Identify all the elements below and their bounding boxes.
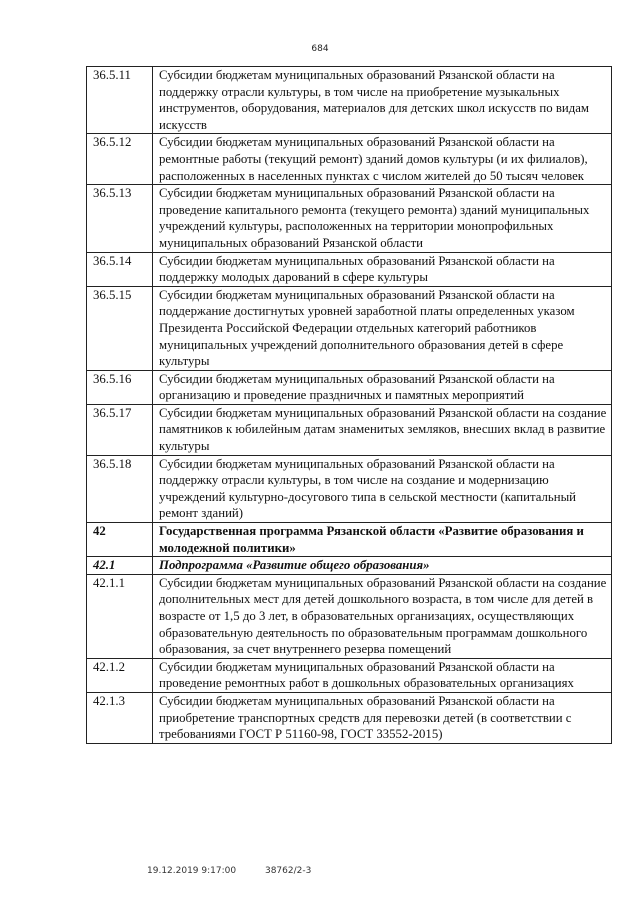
row-description: Подпрограмма «Развитие общего образования» bbox=[153, 557, 612, 575]
footer-timestamp: 19.12.2019 9:17:00 bbox=[147, 866, 237, 876]
row-code: 42 bbox=[87, 523, 153, 557]
row-code: 42.1 bbox=[87, 557, 153, 575]
table-row bbox=[87, 67, 612, 134]
table-row bbox=[87, 252, 612, 286]
row-code: 36.5.15 bbox=[87, 286, 153, 370]
table-row bbox=[87, 370, 612, 404]
footer bbox=[147, 866, 337, 876]
row-description: Субсидии бюджетам муниципальных образований Рязанской области на поддержание достигнутых уровней заработной платы определенных указом Президента Российской Федерации отдельных категорий работников муниципальных учреждений дополнительного образования детей в сфере культуры bbox=[153, 286, 612, 370]
table-body bbox=[87, 67, 612, 744]
row-code: 36.5.18 bbox=[87, 455, 153, 522]
row-description: Субсидии бюджетам муниципальных образований Рязанской области на поддержку молодых дарований в сфере культуры bbox=[153, 252, 612, 286]
table-row bbox=[87, 658, 612, 692]
table-row bbox=[87, 455, 612, 522]
table-row bbox=[87, 185, 612, 252]
row-description: Субсидии бюджетам муниципальных образований Рязанской области на ремонтные работы (текущий ремонт) зданий домов культуры (и их филиалов), расположенных в населенных пунктах с числом жителей до 50 тысяч человек bbox=[153, 134, 612, 185]
table-row bbox=[87, 286, 612, 370]
budget-table bbox=[86, 66, 612, 744]
row-description: Субсидии бюджетам муниципальных образований Рязанской области на создание памятников к юбилейным датам знаменитых земляков, внесших вклад в развитие культуры bbox=[153, 404, 612, 455]
row-description: Субсидии бюджетам муниципальных образований Рязанской области на организацию и проведение праздничных и памятных мероприятий bbox=[153, 370, 612, 404]
table-row bbox=[87, 404, 612, 455]
row-description: Субсидии бюджетам муниципальных образований Рязанской области на поддержку отрасли культуры, в том числе на создание и модернизацию учреждений культурно-досугового типа в сельской местности (капитальный ремонт зданий) bbox=[153, 455, 612, 522]
row-code: 36.5.17 bbox=[87, 404, 153, 455]
table-row bbox=[87, 134, 612, 185]
row-description: Субсидии бюджетам муниципальных образований Рязанской области на создание дополнительных мест для детей дошкольного возраста, в том числе для детей в возрасте от 1,5 до 3 лет, в образовательных организациях, осуществляющих образовательную деятельность по образовательным программам дошкольного образования, за счет внутреннего резерва помещений bbox=[153, 574, 612, 658]
row-code: 42.1.1 bbox=[87, 574, 153, 658]
page-number: 684 bbox=[311, 44, 329, 54]
footer-doc-id: 38762/2-3 bbox=[264, 866, 312, 876]
row-code: 36.5.16 bbox=[87, 370, 153, 404]
table-row bbox=[87, 557, 612, 575]
row-code: 42.1.3 bbox=[87, 692, 153, 743]
table-row bbox=[87, 692, 612, 743]
row-code: 42.1.2 bbox=[87, 658, 153, 692]
row-code: 36.5.12 bbox=[87, 134, 153, 185]
row-description: Субсидии бюджетам муниципальных образований Рязанской области на проведение ремонтных работ в дошкольных образовательных организациях bbox=[153, 658, 612, 692]
row-description: Субсидии бюджетам муниципальных образований Рязанской области на проведение капитального ремонта (текущего ремонта) зданий муниципальных учреждений культуры, расположенных на территории монопрофильных муниципальных образований Рязанской области bbox=[153, 185, 612, 252]
row-code: 36.5.13 bbox=[87, 185, 153, 252]
table-row bbox=[87, 523, 612, 557]
row-code: 36.5.11 bbox=[87, 67, 153, 134]
row-code: 36.5.14 bbox=[87, 252, 153, 286]
row-description: Субсидии бюджетам муниципальных образований Рязанской области на приобретение транспортных средств для перевозки детей (в соответствии с требованиями ГОСТ Р 51160-98, ГОСТ 33552-2015) bbox=[153, 692, 612, 743]
row-description: Государственная программа Рязанской области «Развитие образования и молодежной политики» bbox=[153, 523, 612, 557]
row-description: Субсидии бюджетам муниципальных образований Рязанской области на поддержку отрасли культуры, в том числе на приобретение музыкальных инструментов, оборудования, материалов для детских школ искусств по видам искусств bbox=[153, 67, 612, 134]
table-row bbox=[87, 574, 612, 658]
